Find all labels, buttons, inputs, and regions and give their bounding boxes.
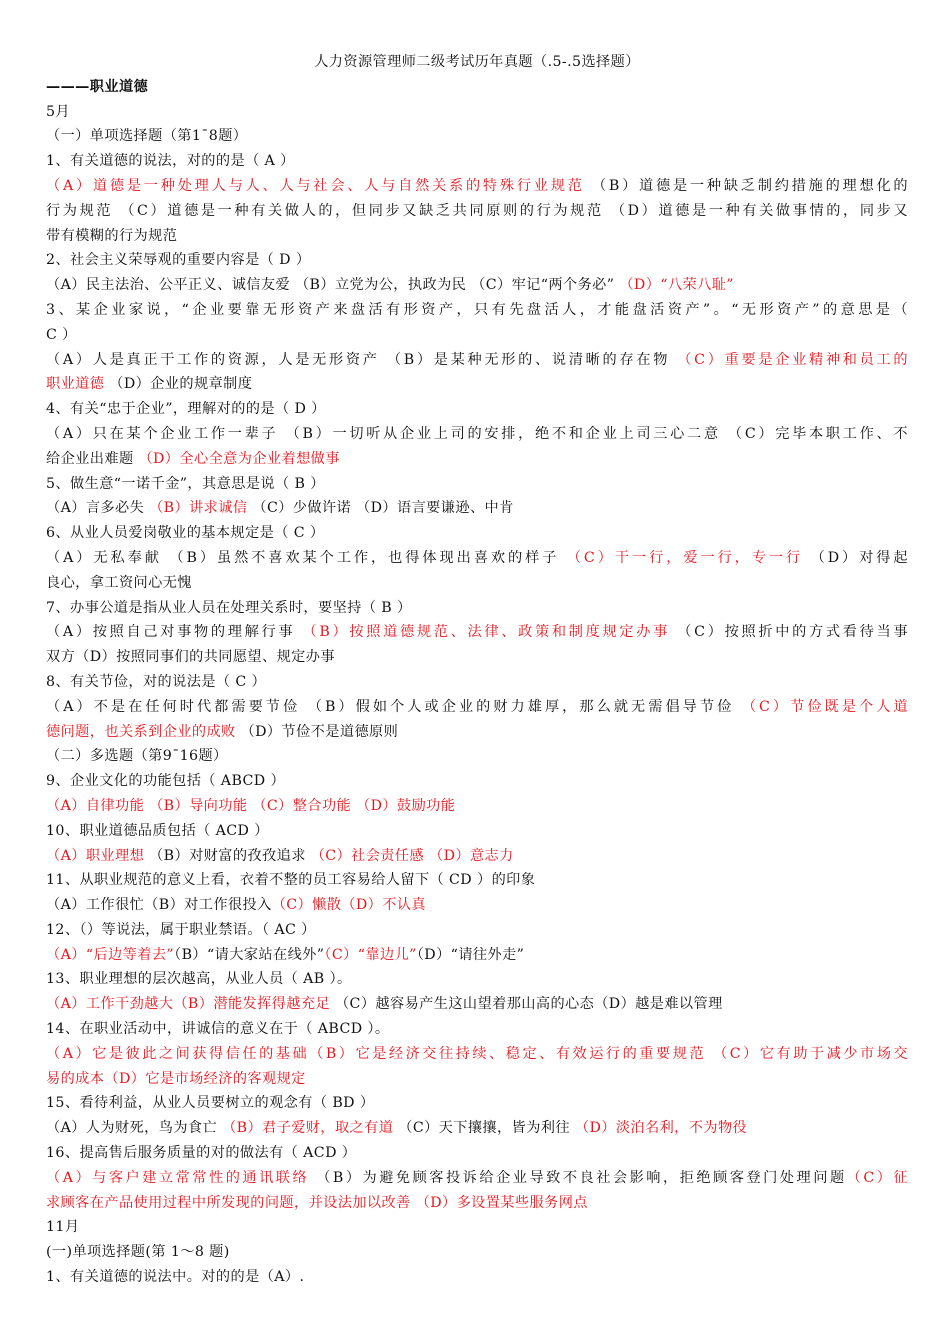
line-q15-opts — [46, 1116, 908, 1141]
line-q8-opt-b — [46, 720, 908, 745]
line-text: 9、企业文化的功能包括（ ABCD ） — [46, 773, 286, 790]
answer-text: （D）淡泊名利，不为物役 — [574, 1120, 748, 1137]
line-q13 — [46, 967, 908, 992]
line-q14-opt-a — [46, 1042, 908, 1067]
line-text: 1、有关道德的说法中。对的的是（A）. — [46, 1269, 305, 1286]
line-q7-opt-a — [46, 620, 908, 645]
line-q4 — [46, 397, 908, 422]
line-text: (一)单项选择题(第 1～8 题) — [46, 1244, 230, 1261]
line-text: 行为规范 （C）道德是一种有关做人的，但同步又缺乏共同原则的行为规范 （D）道德是一种有关做事情的，同步又 — [46, 202, 908, 219]
line-q9 — [46, 769, 908, 794]
line-q1 — [46, 149, 908, 174]
line-text: 3、某企业家说，“企业要靠无形资产来盘活有形资产，只有先盘活人，才能盘活资产”。“无形资产”的意思是（ — [46, 301, 908, 318]
answer-text: （A）它是彼此之间获得信任的基础（B）它是经济交往持续、稳定、有效运行的重要规范 （C）它有助于减少市场交 — [46, 1045, 908, 1062]
line-q7 — [46, 596, 908, 621]
line-text: 1、有关道德的说法，对的的是（ A ） — [46, 153, 295, 170]
line-text: 给企业出难题 — [46, 450, 139, 467]
line-q10-opts — [46, 844, 908, 869]
line-text: （A）按照自己对事物的理解行事 — [46, 624, 303, 641]
line-text: （B）为避免顾客投诉给企业导致不良社会影响，拒绝顾客登门处理问题 — [309, 1169, 847, 1186]
answer-text: （A）工作干劲越大（B）潜能发挥得越充足 — [46, 996, 331, 1013]
answer-text: （B）君子爱财，取之有道 — [222, 1120, 394, 1137]
line-text: 14、在职业活动中，讲诚信的意义在于（ ABCD ）。 — [46, 1021, 390, 1038]
line-text: （A）民主法治、公平正义、诚信友爱 （B）立党为公，执政为民 （C）牢记“两个务必” — [46, 277, 620, 294]
answer-text: （B）按照道德规范、法律、政策和制度规定办事 — [302, 624, 671, 641]
line-q6 — [46, 521, 908, 546]
line-text: 5月 — [46, 103, 71, 120]
line-text: （D）节俭不是道德原则 — [235, 723, 399, 740]
line-text: 13、职业理想的层次越高，从业人员（ AB ）。 — [46, 971, 352, 988]
answer-text: （A）自律功能 （B）导向功能 （C）整合功能 （D）鼓励功能 — [46, 797, 456, 814]
answer-text: （C）征 — [846, 1169, 908, 1186]
line-text: （A）言多必失 — [46, 500, 150, 517]
line-q14-opt-b — [46, 1067, 908, 1092]
answer-text: （C）节俭既是个人道 — [741, 698, 908, 715]
line-text: （D）对得起 — [803, 549, 908, 566]
answer-text: （D）“八荣八耻” — [619, 277, 734, 294]
answer-text: （C）懒散（D）不认真 — [271, 897, 427, 914]
line-text: （B）“请大家站在线外” — [174, 946, 325, 963]
line-q2 — [46, 248, 908, 273]
line-q6-opt-a — [46, 546, 908, 571]
line-text: 带有模糊的行为规范 — [46, 227, 178, 244]
line-text: 16、提高售后服务质量的对的做法有（ ACD ） — [46, 1145, 357, 1162]
line-q3-ans — [46, 323, 908, 348]
line-text: （B）道德是一种缺乏制约措施的理想化的 — [584, 177, 908, 194]
answer-text: 职业道德 — [46, 376, 105, 393]
line-text: 6、从业人员爱岗敬业的基本规定是（ C ） — [46, 525, 325, 542]
line-text: （D）“请往外走” — [416, 946, 525, 963]
answer-text: （C）重要是企业精神和员工的 — [677, 351, 908, 368]
line-q13-opts — [46, 992, 908, 1017]
line-text: 5、做生意“一诺千金”，其意思是说（ B ） — [46, 475, 325, 492]
line-q12 — [46, 918, 908, 943]
line-q2-opts — [46, 273, 908, 298]
line-nov — [46, 1215, 908, 1240]
line-text: 7、办事公道是指从业人员在处理关系时，要坚持（ B ） — [46, 599, 412, 616]
line-text: （A）人是真正干工作的资源，人是无形资产 （B）是某种无形的、说清晰的存在物 — [46, 351, 678, 368]
line-q12-opts — [46, 943, 908, 968]
line-text: C ） — [46, 326, 77, 343]
line-single-header — [46, 124, 908, 149]
line-q11-opts — [46, 893, 908, 918]
page-title: 人力资源管理师二级考试历年真题（.5-.5选择题） — [314, 54, 640, 70]
answer-text: （A）“后边等着去” — [46, 946, 175, 963]
line-q16-opt-b — [46, 1191, 908, 1216]
line-nov-single-header — [46, 1240, 908, 1265]
answer-text: 求顾客在产品使用过程中所发现的问题，并设法加以改善 — [46, 1194, 411, 1211]
line-text: （二）多选题（第9¯16题） — [46, 748, 228, 765]
section-heading: ———职业道德 — [46, 78, 149, 95]
line-may — [46, 100, 908, 125]
document-page — [46, 50, 908, 1290]
line-nov-q1 — [46, 1265, 908, 1290]
line-text: （C）越容易产生这山望着那山高的心态（D）越是难以管理 — [330, 996, 723, 1013]
answer-text: （A）职业理想 — [46, 847, 145, 864]
answer-text: （C）干一行，爱一行，专一行 — [566, 549, 804, 566]
line-q4-opt-a — [46, 422, 908, 447]
line-q5 — [46, 472, 908, 497]
line-text: （A）只在某个企业工作一辈子 （B）一切听从企业上司的安排，绝不和企业上司三心二意 （C）完毕本职工作、不 — [46, 425, 908, 442]
line-text: （C）少做许诺 （D）语言要谦逊、中肯 — [247, 500, 514, 517]
line-q5-opts — [46, 496, 908, 521]
line-text: （C）按照折中的方式看待当事 — [670, 624, 908, 641]
line-text: （A）不是在任何时代都需要节俭 （B）假如个人或企业的财力雄厚，那么就无需倡导节俭 — [46, 698, 742, 715]
line-q6-opt-b — [46, 571, 908, 596]
line-text: 双方（D）按照同事们的共同愿望、规定办事 — [46, 649, 335, 666]
answer-text: （A）道德是一种处理人与人、人与社会、人与自然关系的特殊行业规范 — [46, 177, 585, 194]
line-q16 — [46, 1141, 908, 1166]
line-text: 11月 — [46, 1219, 80, 1236]
line-text: 4、有关“忠于企业”，理解对的的是（ D ） — [46, 401, 326, 418]
answer-text: 易的成本（D）它是市场经济的客观规定 — [46, 1070, 306, 1087]
line-q9-opts — [46, 794, 908, 819]
line-q11 — [46, 868, 908, 893]
line-q3 — [46, 298, 908, 323]
line-q15 — [46, 1091, 908, 1116]
line-q1-opt-c — [46, 224, 908, 249]
question-list — [46, 100, 908, 1290]
answer-text: （C）“靠边儿” — [324, 946, 417, 963]
answer-text: （C）社会责任感 — [310, 847, 425, 864]
line-q7-opt-b — [46, 645, 908, 670]
answer-text: （B）讲求诚信 — [149, 500, 248, 517]
line-q1-opt-a — [46, 174, 908, 199]
line-multi-header — [46, 744, 908, 769]
answer-text: （A）与客户建立常常性的通讯联络 — [46, 1169, 310, 1186]
line-text: （一）单项选择题（第1¯8题） — [46, 128, 248, 145]
line-q1-opt-b — [46, 199, 908, 224]
line-text: 2、社会主义荣辱观的重要内容是（ D ） — [46, 252, 311, 269]
line-text: （A）人为财死，鸟为食亡 — [46, 1120, 223, 1137]
answer-text: （D）意志力 — [429, 847, 514, 864]
line-text: 12、（）等说法，属于职业禁语。（ AC ） — [46, 921, 316, 938]
line-q8-opt-a — [46, 695, 908, 720]
answer-text: 德问题，也关系到企业的成败 — [46, 723, 236, 740]
line-text: （A）无私奉献 （B）虽然不喜欢某个工作，也得体现出喜欢的样子 — [46, 549, 567, 566]
line-q8 — [46, 670, 908, 695]
line-text: （B）对财富的孜孜追求 — [144, 847, 311, 864]
line-q3-opt-b — [46, 372, 908, 397]
answer-text: （D）多设置某些服务网点 — [415, 1194, 588, 1211]
answer-text: （D）全心全意为企业着想做事 — [138, 450, 340, 467]
line-q4-opt-b — [46, 447, 908, 472]
line-text: （D）企业的规章制度 — [104, 376, 253, 393]
line-text: （C）天下攘攘，皆为利往 — [393, 1120, 575, 1137]
line-text: 11、从职业规范的意义上看，衣着不整的员工容易给人留下（ CD ）的印象 — [46, 872, 536, 889]
line-q3-opt-a — [46, 348, 908, 373]
line-q16-opt-a — [46, 1166, 908, 1191]
line-text: 8、有关节俭，对的说法是（ C ） — [46, 673, 267, 690]
line-text: 15、看待利益，从业人员要树立的观念有（ BD ） — [46, 1095, 375, 1112]
line-text: 10、职业道德品质包括（ ACD ） — [46, 822, 269, 839]
line-q14 — [46, 1017, 908, 1042]
line-q10 — [46, 819, 908, 844]
line-text: （A）工作很忙（B）对工作很投入 — [46, 897, 272, 914]
line-text: 良心，拿工资问心无愧 — [46, 574, 192, 591]
